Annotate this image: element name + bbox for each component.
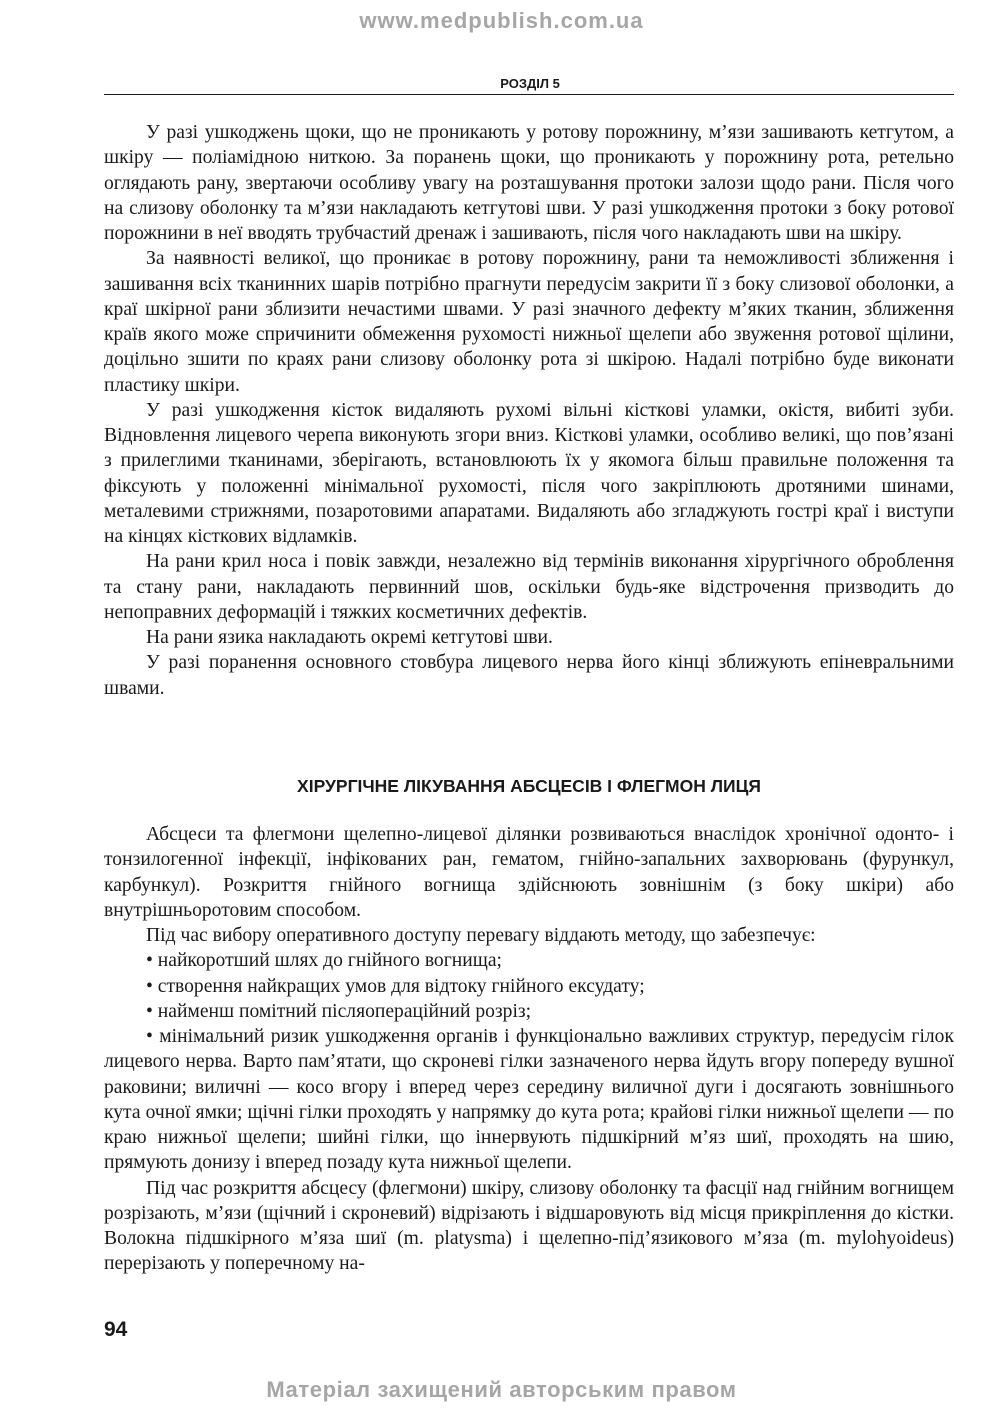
text-section-1: [104, 120, 954, 701]
watermark-bottom: Матеріал захищений авторським правом: [266, 1377, 737, 1402]
section-heading: ХІРУРГІЧНЕ ЛІКУВАННЯ АБСЦЕСІВ І ФЛЕГМОН ЛИЦЯ: [297, 776, 761, 796]
watermark-top: www.medpublish.com.ua: [359, 8, 644, 33]
paragraph: За наявності великої, що проникає в ротову порожнину, рани та неможливості зближення і зашивання всіх тканинних шарів потрібно прагнути передусім закрити її з боку слизової оболонки, а краї шкірної рани зблизити нечастими швами. У разі значного дефекту м’яких тканин, зближення країв якого може спричинити обмеження рухомості нижньої щелепи або звуження ротової щілини, доцільно зшити по краях рани слизову оболонку рота зі шкірою. Надалі потрібно буде виконати пластику шкіри.: [104, 248, 954, 396]
bullet-item: • створення найкращих умов для відтоку гнійного ексудату;: [146, 975, 645, 997]
running-head: РОЗДІЛ 5: [500, 76, 560, 91]
header-rule: [104, 94, 954, 95]
paragraph: Абсцеси та флегмони щелепно-лицевої ділянки розвиваються внаслідок хронічної одонто- і тонзилогенної інфекції, інфікованих ран, гематом, гнійно-запальних захворювань (фурункул, карбункул). Розкриття гнійного вогнища здійснюють зовнішнім (з боку шкіри) або внутрішньоротовим способом.: [104, 824, 954, 921]
paragraph: У разі ушкоджень щоки, що не проникають у ротову порожнину, м’язи зашивають кетгутом, а шкіру — поліамідною ниткою. За поранень щоки, що проникають у порожнину рота, ретельно оглядають рану, звертаючи особливу увагу на розташування протоки залози щодо рани. Після чого на слизову оболонку та м’язи накладають кетгутові шви. У разі ушкодження протоки з боку ротової порожнини в неї вводять трубчастий дренаж і зашивають, після чого накладають шви на шкіру.: [104, 122, 954, 244]
bullet-item: • найкоротший шлях до гнійного вогнища;: [146, 950, 502, 972]
paragraph: На рани язика накладають окремі кетгутові шви.: [146, 627, 553, 648]
bullet-item: • найменш помітний післяопераційний розріз;: [146, 1000, 532, 1022]
paragraph: У разі поранення основного стовбура лицевого нерва його кінці зближують епіневральними швами.: [104, 652, 954, 699]
paragraph: У разі ушкодження кісток видаляють рухомі вільні кісткові уламки, окістя, вибиті зуби. Відновлення лицевого черепа виконують згори вниз. Кісткові уламки, особливо великі, що пов’язані з прилеглими тканинами, зберігають, встановлюють їх у якомога більш правильне положення та фіксують у положенні мінімальної рухомості, після чого закріплюють дротяними шинами, металевими стрижнями, позаротовими апаратами. Видаляють або згладжують гострі краї і виступи на кінцях кісткових відламків.: [104, 399, 954, 547]
text-section-2: [104, 822, 954, 1277]
paragraph: На рани крил носа і повік завжди, незалежно від термінів виконання хірургічного оброблення та стану рани, накладають первинний шов, оскільки будь-яке відстрочення призводить до непоправних деформацій і тяжких косметичних дефектів.: [104, 551, 954, 623]
paragraph: Під час розкриття абсцесу (флегмони) шкіру, слизову оболонку та фасції над гнійним вогнищем розрізають, м’язи (щічний і скроневий) відрізають і відшаровують від місця прикріплення до кістки. Волокна підшкірного м’яза шиї (m. platysma) і щелепно-під’язикового м’яза (m. mylohyoideus) перерізають у поперечному на-: [104, 1177, 954, 1275]
bullet-item: • мінімальний ризик ушкодження органів і функціонально важливих структур, передусім гілок лицевого нерва. Варто пам’ятати, що скроневі гілки зазначеного нерва йдуть вгору попереду вушної раковини; виличні — косо вгору і вперед через середину виличної дуги і досягають зовнішнього кута очної ямки; щічні гілки проходять у напрямку до кута рота; крайові гілки нижньої щелепи — по краю нижньої щелепи; шийні гілки, що іннервують підшкірний м’яз шиї, проходять на шию, прямують донизу і вперед позаду кута нижньої щелепи.: [104, 1026, 954, 1174]
paragraph: Під час вибору оперативного доступу перевагу віддають методу, що забезпечує:: [146, 925, 816, 946]
page-number: 94: [104, 1318, 128, 1341]
